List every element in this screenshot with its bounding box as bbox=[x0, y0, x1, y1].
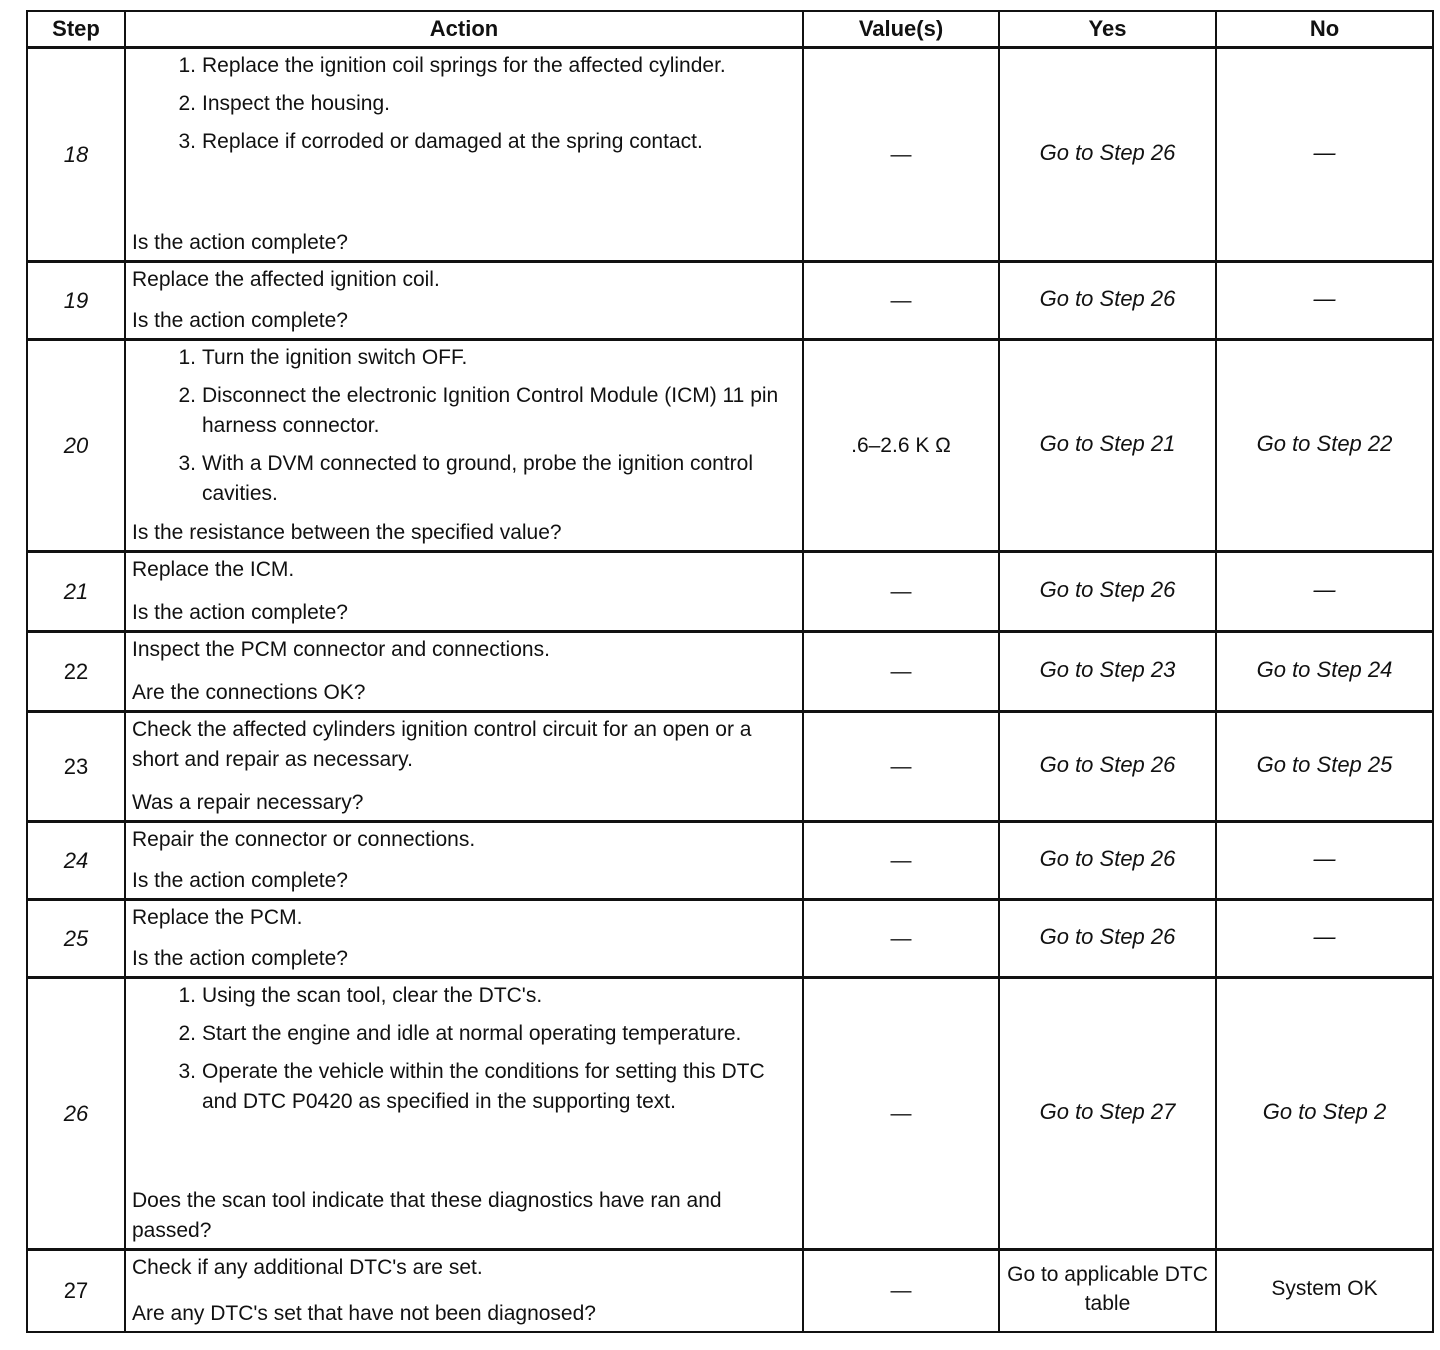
action-steps bbox=[132, 51, 794, 165]
action-text: Replace the ICM. bbox=[132, 558, 295, 581]
action-question: Are any DTC's set that have not been diagnosed? bbox=[132, 1301, 596, 1325]
list-item: 2. Disconnect the electronic Ignition Control Module (ICM) 11 pin harness connector. bbox=[178, 384, 779, 437]
yes-cell: Go to Step 27 bbox=[999, 978, 1216, 1250]
action-text: Inspect the PCM connector and connections. bbox=[132, 638, 550, 661]
action-cell bbox=[125, 900, 803, 978]
action-cell bbox=[125, 712, 803, 822]
value-cell: — bbox=[803, 48, 999, 262]
no-cell: System OK bbox=[1216, 1250, 1433, 1332]
table-row bbox=[27, 48, 1433, 262]
header-no: No bbox=[1216, 11, 1433, 48]
yes-cell: Go to Step 23 bbox=[999, 632, 1216, 712]
table-row bbox=[27, 1250, 1433, 1332]
step-number: 20 bbox=[27, 340, 125, 552]
list-item: 1. Replace the ignition coil springs for the affected cylinder. bbox=[178, 54, 726, 77]
value-cell: — bbox=[803, 1250, 999, 1332]
list-item: 2. Start the engine and idle at normal operating temperature. bbox=[178, 1022, 742, 1045]
action-cell bbox=[125, 822, 803, 900]
step-number: 22 bbox=[27, 632, 125, 712]
table-row bbox=[27, 632, 1433, 712]
table-row bbox=[27, 262, 1433, 340]
action-question: Is the action complete? bbox=[132, 309, 348, 332]
table-row bbox=[27, 822, 1433, 900]
diagnostic-table bbox=[26, 10, 1434, 1333]
list-item: 3. With a DVM connected to ground, probe the ignition control cavities. bbox=[178, 452, 753, 505]
action-text: Check the affected cylinders ignition control circuit for an open or a short and repair as necessary. bbox=[132, 718, 752, 771]
no-cell: — bbox=[1216, 822, 1433, 900]
value-cell: .6–2.6 K Ω bbox=[803, 340, 999, 552]
list-item: 2. Inspect the housing. bbox=[178, 92, 390, 115]
value-cell: — bbox=[803, 900, 999, 978]
no-cell: Go to Step 24 bbox=[1216, 632, 1433, 712]
list-item: 1. Turn the ignition switch OFF. bbox=[178, 346, 468, 369]
yes-cell: Go to Step 21 bbox=[999, 340, 1216, 552]
table-row bbox=[27, 340, 1433, 552]
action-text: Replace the affected ignition coil. bbox=[132, 268, 440, 291]
step-number: 27 bbox=[27, 1250, 125, 1332]
action-text: Repair the connector or connections. bbox=[132, 828, 476, 851]
no-cell: Go to Step 2 bbox=[1216, 978, 1433, 1250]
action-cell bbox=[125, 340, 803, 552]
step-number: 25 bbox=[27, 900, 125, 978]
no-cell: Go to Step 25 bbox=[1216, 712, 1433, 822]
step-number: 23 bbox=[27, 712, 125, 822]
value-cell: — bbox=[803, 712, 999, 822]
action-question: Is the resistance between the specified value? bbox=[132, 521, 562, 544]
action-steps bbox=[132, 343, 794, 517]
diagnostic-table-page bbox=[26, 10, 1432, 1330]
yes-cell: Go to Step 26 bbox=[999, 900, 1216, 978]
yes-cell: Go to Step 26 bbox=[999, 712, 1216, 822]
action-question: Is the action complete? bbox=[132, 231, 348, 254]
list-item: 1. Using the scan tool, clear the DTC's. bbox=[178, 984, 543, 1007]
table-row bbox=[27, 712, 1433, 822]
value-cell: — bbox=[803, 552, 999, 632]
action-cell bbox=[125, 632, 803, 712]
action-question: Are the connections OK? bbox=[132, 681, 366, 704]
action-cell bbox=[125, 978, 803, 1250]
yes-cell: Go to applicable DTC table bbox=[999, 1250, 1216, 1332]
yes-cell: Go to Step 26 bbox=[999, 48, 1216, 262]
action-text: Replace the PCM. bbox=[132, 906, 303, 929]
no-cell: — bbox=[1216, 552, 1433, 632]
step-number: 19 bbox=[27, 262, 125, 340]
step-number: 26 bbox=[27, 978, 125, 1250]
list-item: 3. Operate the vehicle within the conditions for setting this DTC and DTC P0420 as specified in the supporting text. bbox=[178, 1060, 765, 1113]
action-cell bbox=[125, 1250, 803, 1332]
value-cell: — bbox=[803, 262, 999, 340]
step-number: 18 bbox=[27, 48, 125, 262]
yes-cell: Go to Step 26 bbox=[999, 262, 1216, 340]
action-question: Does the scan tool indicate that these diagnostics have ran and passed? bbox=[132, 1189, 722, 1242]
header-row bbox=[27, 11, 1433, 48]
yes-cell: Go to Step 26 bbox=[999, 552, 1216, 632]
no-cell: — bbox=[1216, 262, 1433, 340]
no-cell: — bbox=[1216, 900, 1433, 978]
step-number: 24 bbox=[27, 822, 125, 900]
action-question: Is the action complete? bbox=[132, 601, 348, 624]
action-cell bbox=[125, 48, 803, 262]
no-cell: Go to Step 22 bbox=[1216, 340, 1433, 552]
action-cell bbox=[125, 552, 803, 632]
table-row bbox=[27, 978, 1433, 1250]
header-yes: Yes bbox=[999, 11, 1216, 48]
list-item: 3. Replace if corroded or damaged at the spring contact. bbox=[178, 130, 703, 153]
no-cell: — bbox=[1216, 48, 1433, 262]
table-row bbox=[27, 552, 1433, 632]
table-row bbox=[27, 900, 1433, 978]
action-question: Was a repair necessary? bbox=[132, 791, 364, 814]
value-cell: — bbox=[803, 822, 999, 900]
value-cell: — bbox=[803, 632, 999, 712]
action-question: Is the action complete? bbox=[132, 947, 348, 970]
action-steps bbox=[132, 981, 794, 1125]
value-cell: — bbox=[803, 978, 999, 1250]
action-cell bbox=[125, 262, 803, 340]
action-text: Check if any additional DTC's are set. bbox=[132, 1256, 483, 1279]
header-action: Action bbox=[125, 11, 803, 48]
yes-cell: Go to Step 26 bbox=[999, 822, 1216, 900]
step-number: 21 bbox=[27, 552, 125, 632]
header-values: Value(s) bbox=[803, 11, 999, 48]
header-step: Step bbox=[27, 11, 125, 48]
action-question: Is the action complete? bbox=[132, 869, 348, 892]
